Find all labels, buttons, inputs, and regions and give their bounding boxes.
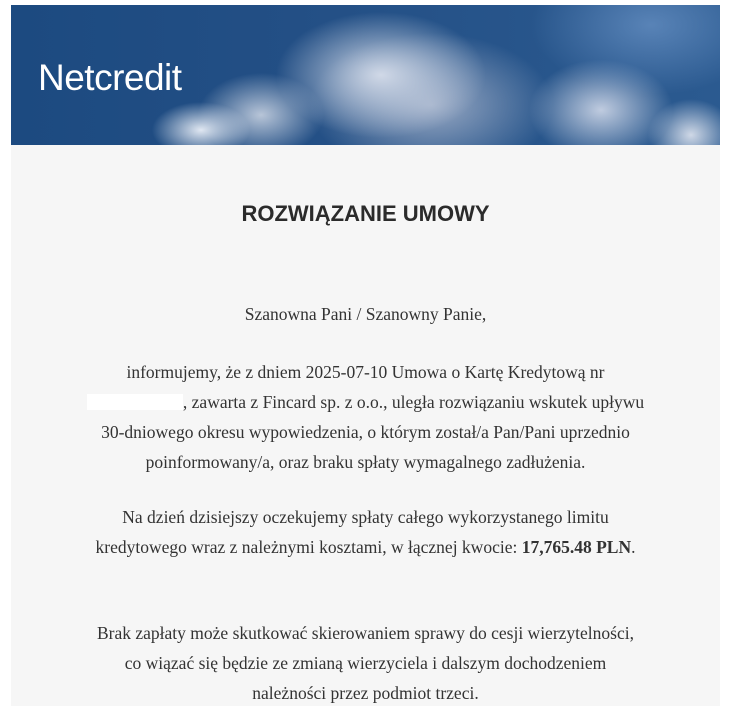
p2-text: Na dzień dzisiejszy oczekujemy spłaty całego wykorzystanego limitu kredytowego wraz z należnymi kosztami, w łącznej kwocie: (95, 507, 609, 557)
amount-due: 17,765.48 PLN (521, 537, 632, 557)
paragraph-warning: Brak zapłaty może skutkować skierowaniem sprawy do cesji wierzytelności, co wiązać się będzie ze zmianą wierzyciela i dalszym dochodzeniem należności przez podmiot trzeci. (97, 623, 634, 703)
p1-text-b: , zawarta z Fincard sp. z o.o., uległa rozwiązaniu wskutek upływu 30-dniowego okresu wypowiedzenia, o którym został/a Pan/Pani uprzednio poinformowany/a, oraz braku spłaty wymagalnego zadłużenia. (101, 392, 645, 472)
paragraph-termination (86, 357, 645, 477)
redacted-contract-number (87, 394, 183, 410)
greeting: Szanowna Pani / Szanowny Panie, (244, 304, 487, 324)
paragraph-amount (91, 502, 640, 562)
p1-text-a: informujemy, że z dniem 2025-07-10 Umowa o Kartę Kredytową nr (126, 362, 605, 382)
p2-end: . (631, 537, 636, 557)
page-title: ROZWIĄZANIE UMOWY (241, 201, 490, 226)
email-body (11, 145, 720, 706)
netcredit-logo: Netcredit (38, 57, 182, 98)
header-banner (11, 5, 720, 145)
